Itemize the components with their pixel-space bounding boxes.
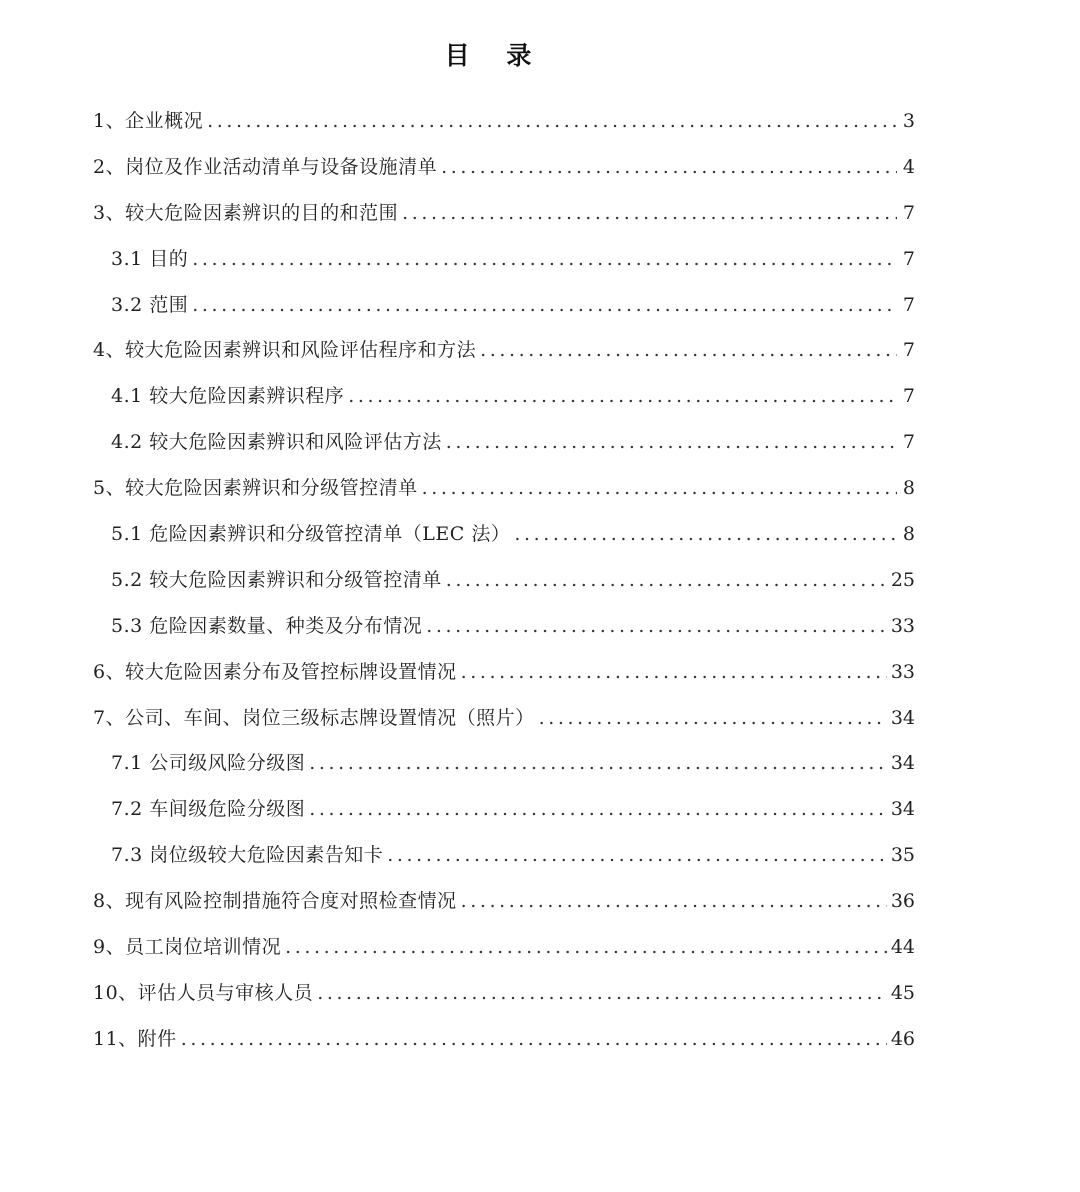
dot-leader <box>348 374 897 420</box>
toc-entry-text: 9、员工岗位培训情况 <box>93 936 282 959</box>
dot-leader <box>426 604 887 650</box>
page-title: 目 录 <box>444 41 546 70</box>
toc-entry[interactable] <box>93 971 915 1017</box>
toc-entry-text: 2、岗位及作业活动清单与设备设施清单 <box>93 155 438 178</box>
dot-leader <box>422 466 897 512</box>
dot-leader <box>461 650 887 696</box>
toc-entry-text: 6、较大危险因素分布及管控标牌设置情况 <box>93 660 457 683</box>
toc-entry-text: 5、较大危险因素辨识和分级管控清单 <box>93 477 418 500</box>
toc-entry-text: 1、企业概况 <box>93 110 204 132</box>
dot-leader <box>402 191 897 237</box>
toc-entry[interactable] <box>93 512 915 558</box>
toc-entry-text: 5.2 较大危险因素辨识和分级管控清单 <box>111 568 442 591</box>
toc-entry-text: 4.1 较大危险因素辨识程序 <box>111 385 345 408</box>
toc-entry-page-number: 46 <box>890 1027 915 1050</box>
toc-entry-page-number: 36 <box>890 890 915 913</box>
toc-entry-text: 7、公司、车间、岗位三级标志牌设置情况（照片） <box>93 706 535 729</box>
toc-entry-page-number: 7 <box>902 201 915 224</box>
toc-entry[interactable] <box>93 283 915 329</box>
dot-leader <box>539 696 887 742</box>
toc-entry[interactable] <box>93 879 915 925</box>
toc-entry-page-number: 7 <box>902 339 915 362</box>
toc-entry-text: 4.2 较大危险因素辨识和风险评估方法 <box>111 431 442 454</box>
toc-entry[interactable] <box>93 650 915 696</box>
toc-entry[interactable] <box>93 420 915 466</box>
dot-leader <box>446 420 897 466</box>
toc-entry-text: 8、现有风险控制措施符合度对照检查情况 <box>93 890 457 913</box>
toc-entry[interactable] <box>93 99 915 145</box>
toc-entry-page-number: 8 <box>902 523 915 546</box>
toc-entry-page-number: 33 <box>890 660 915 683</box>
toc-entry-text: 3、较大危险因素辨识的目的和范围 <box>93 201 399 224</box>
toc-entry[interactable] <box>93 237 915 283</box>
toc-entry-text: 11、附件 <box>93 1027 177 1050</box>
toc-entry[interactable] <box>93 558 915 604</box>
toc-entry[interactable] <box>93 741 915 787</box>
toc-entry[interactable] <box>93 925 915 971</box>
toc-entry[interactable] <box>93 787 915 833</box>
toc-entry-text: 3.2 范围 <box>111 293 189 316</box>
toc-entry[interactable] <box>93 696 915 742</box>
toc-entry-page-number: 44 <box>890 936 915 959</box>
toc-entry-page-number: 7 <box>902 385 915 408</box>
toc-entry-page-number: 34 <box>890 706 915 729</box>
toc-entry-page-number: 8 <box>902 477 915 500</box>
toc-entry[interactable] <box>93 328 915 374</box>
toc-entry-page-number: 25 <box>890 568 915 591</box>
dot-leader <box>461 879 887 925</box>
dot-leader <box>446 558 887 604</box>
toc-entry-text: 5.1 危险因素辨识和分级管控清单（LEC 法） <box>111 523 511 546</box>
toc-entry[interactable] <box>93 374 915 420</box>
toc-entry-page-number: 35 <box>890 844 915 867</box>
dot-leader <box>441 145 897 191</box>
toc-entry[interactable] <box>93 1017 915 1063</box>
dot-leader <box>192 237 897 283</box>
toc-entry-page-number: 33 <box>890 614 915 637</box>
table-of-contents <box>93 99 915 1063</box>
toc-entry-text: 3.1 目的 <box>111 247 189 270</box>
toc-entry[interactable] <box>93 145 915 191</box>
toc-entry-text: 5.3 危险因素数量、种类及分布情况 <box>111 614 423 637</box>
dot-leader <box>285 925 887 971</box>
toc-entry-page-number: 7 <box>902 431 915 454</box>
toc-entry-text: 7.1 公司级风险分级图 <box>111 752 306 775</box>
toc-entry-page-number: 34 <box>890 798 915 821</box>
dot-leader <box>192 283 897 329</box>
toc-entry-page-number: 34 <box>890 752 915 775</box>
dot-leader <box>317 971 887 1017</box>
toc-entry-page-number: 45 <box>890 981 915 1004</box>
dot-leader <box>309 741 887 787</box>
toc-entry-page-number: 7 <box>902 293 915 316</box>
toc-entry-page-number: 3 <box>902 110 915 132</box>
toc-entry-text: 7.3 岗位级较大危险因素告知卡 <box>111 844 384 867</box>
dot-leader <box>181 1017 887 1063</box>
toc-entry-page-number: 4 <box>902 155 915 178</box>
toc-entry[interactable] <box>93 466 915 512</box>
toc-entry[interactable] <box>93 191 915 237</box>
dot-leader <box>387 833 887 879</box>
dot-leader <box>514 512 897 558</box>
toc-entry-text: 4、较大危险因素辨识和风险评估程序和方法 <box>93 339 477 362</box>
toc-entry-text: 7.2 车间级危险分级图 <box>111 798 306 821</box>
dot-leader <box>480 328 897 374</box>
toc-entry-page-number: 7 <box>902 247 915 270</box>
dot-leader <box>309 787 887 833</box>
dot-leader <box>207 99 897 145</box>
toc-entry-text: 10、评估人员与审核人员 <box>93 981 314 1004</box>
toc-entry[interactable] <box>93 833 915 879</box>
toc-entry[interactable] <box>93 604 915 650</box>
